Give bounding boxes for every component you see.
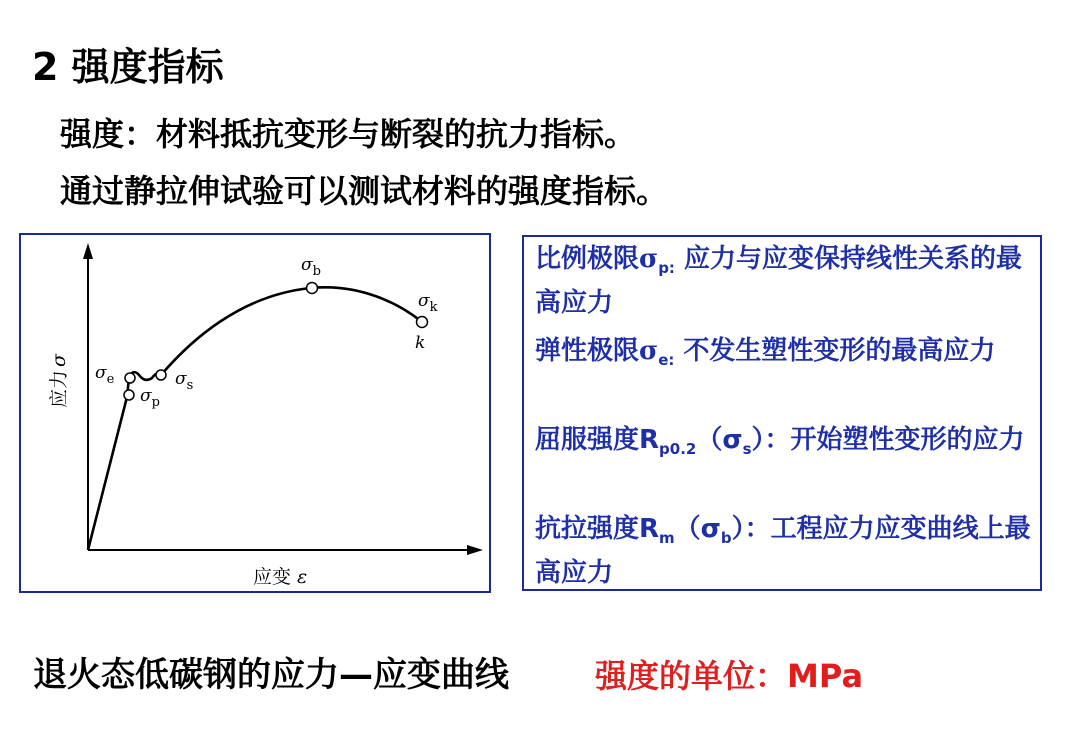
x-axis-arrow: [467, 545, 483, 555]
y-axis-arrow: [83, 243, 93, 259]
point-sigma-e: [125, 373, 135, 383]
strength-definitions-box: [522, 235, 1042, 591]
tensile-test-statement: 通过静拉伸试验可以测试材料的强度指标。: [60, 172, 669, 210]
yield-strength-item: 屈服强度$R_{p0.2}(\sigma_s)$：开始塑性变形的应力: [535, 425, 1025, 458]
stress-strain-curve: [88, 287, 422, 550]
proportional-limit-item: 比例极限$\sigma_{p:}$ 应力与应变保持线性关系的最高应力: [535, 244, 1022, 318]
point-sigma-b: [307, 283, 318, 294]
label-sigma-e: $\sigma_e$: [95, 363, 115, 387]
stress-strain-diagram-box: [19, 233, 491, 593]
tensile-strength-item: 抗拉强度$R_m(\sigma_b)$：工程应力应变曲线上最高应力: [535, 514, 1031, 588]
label-k: k: [415, 333, 426, 353]
label-sigma-k: $\sigma_k$: [418, 291, 438, 315]
slide-title: 2 强度指标: [32, 45, 224, 89]
label-sigma-s: $\sigma_s$: [175, 369, 194, 393]
point-sigma-p: [124, 390, 134, 400]
point-sigma-s: [156, 370, 166, 380]
label-sigma-p: $\sigma_p$: [140, 386, 160, 410]
point-sigma-k: [417, 317, 428, 328]
strength-unit: 强度的单位：MPa: [595, 657, 864, 695]
diagram-caption: 退火态低碳钢的应力—应变曲线: [33, 655, 509, 695]
x-axis-label: 应变 ε: [253, 566, 308, 588]
y-axis-label: 应力σ: [48, 354, 70, 408]
strength-definition: 强度：材料抵抗变形与断裂的抗力指标。: [60, 115, 637, 153]
label-sigma-b: $\sigma_b$: [301, 255, 321, 279]
elastic-limit-item: 弹性极限$\sigma_{e:}$ 不发生塑性变形的最高应力: [535, 336, 996, 369]
stress-strain-diagram: [21, 235, 493, 595]
